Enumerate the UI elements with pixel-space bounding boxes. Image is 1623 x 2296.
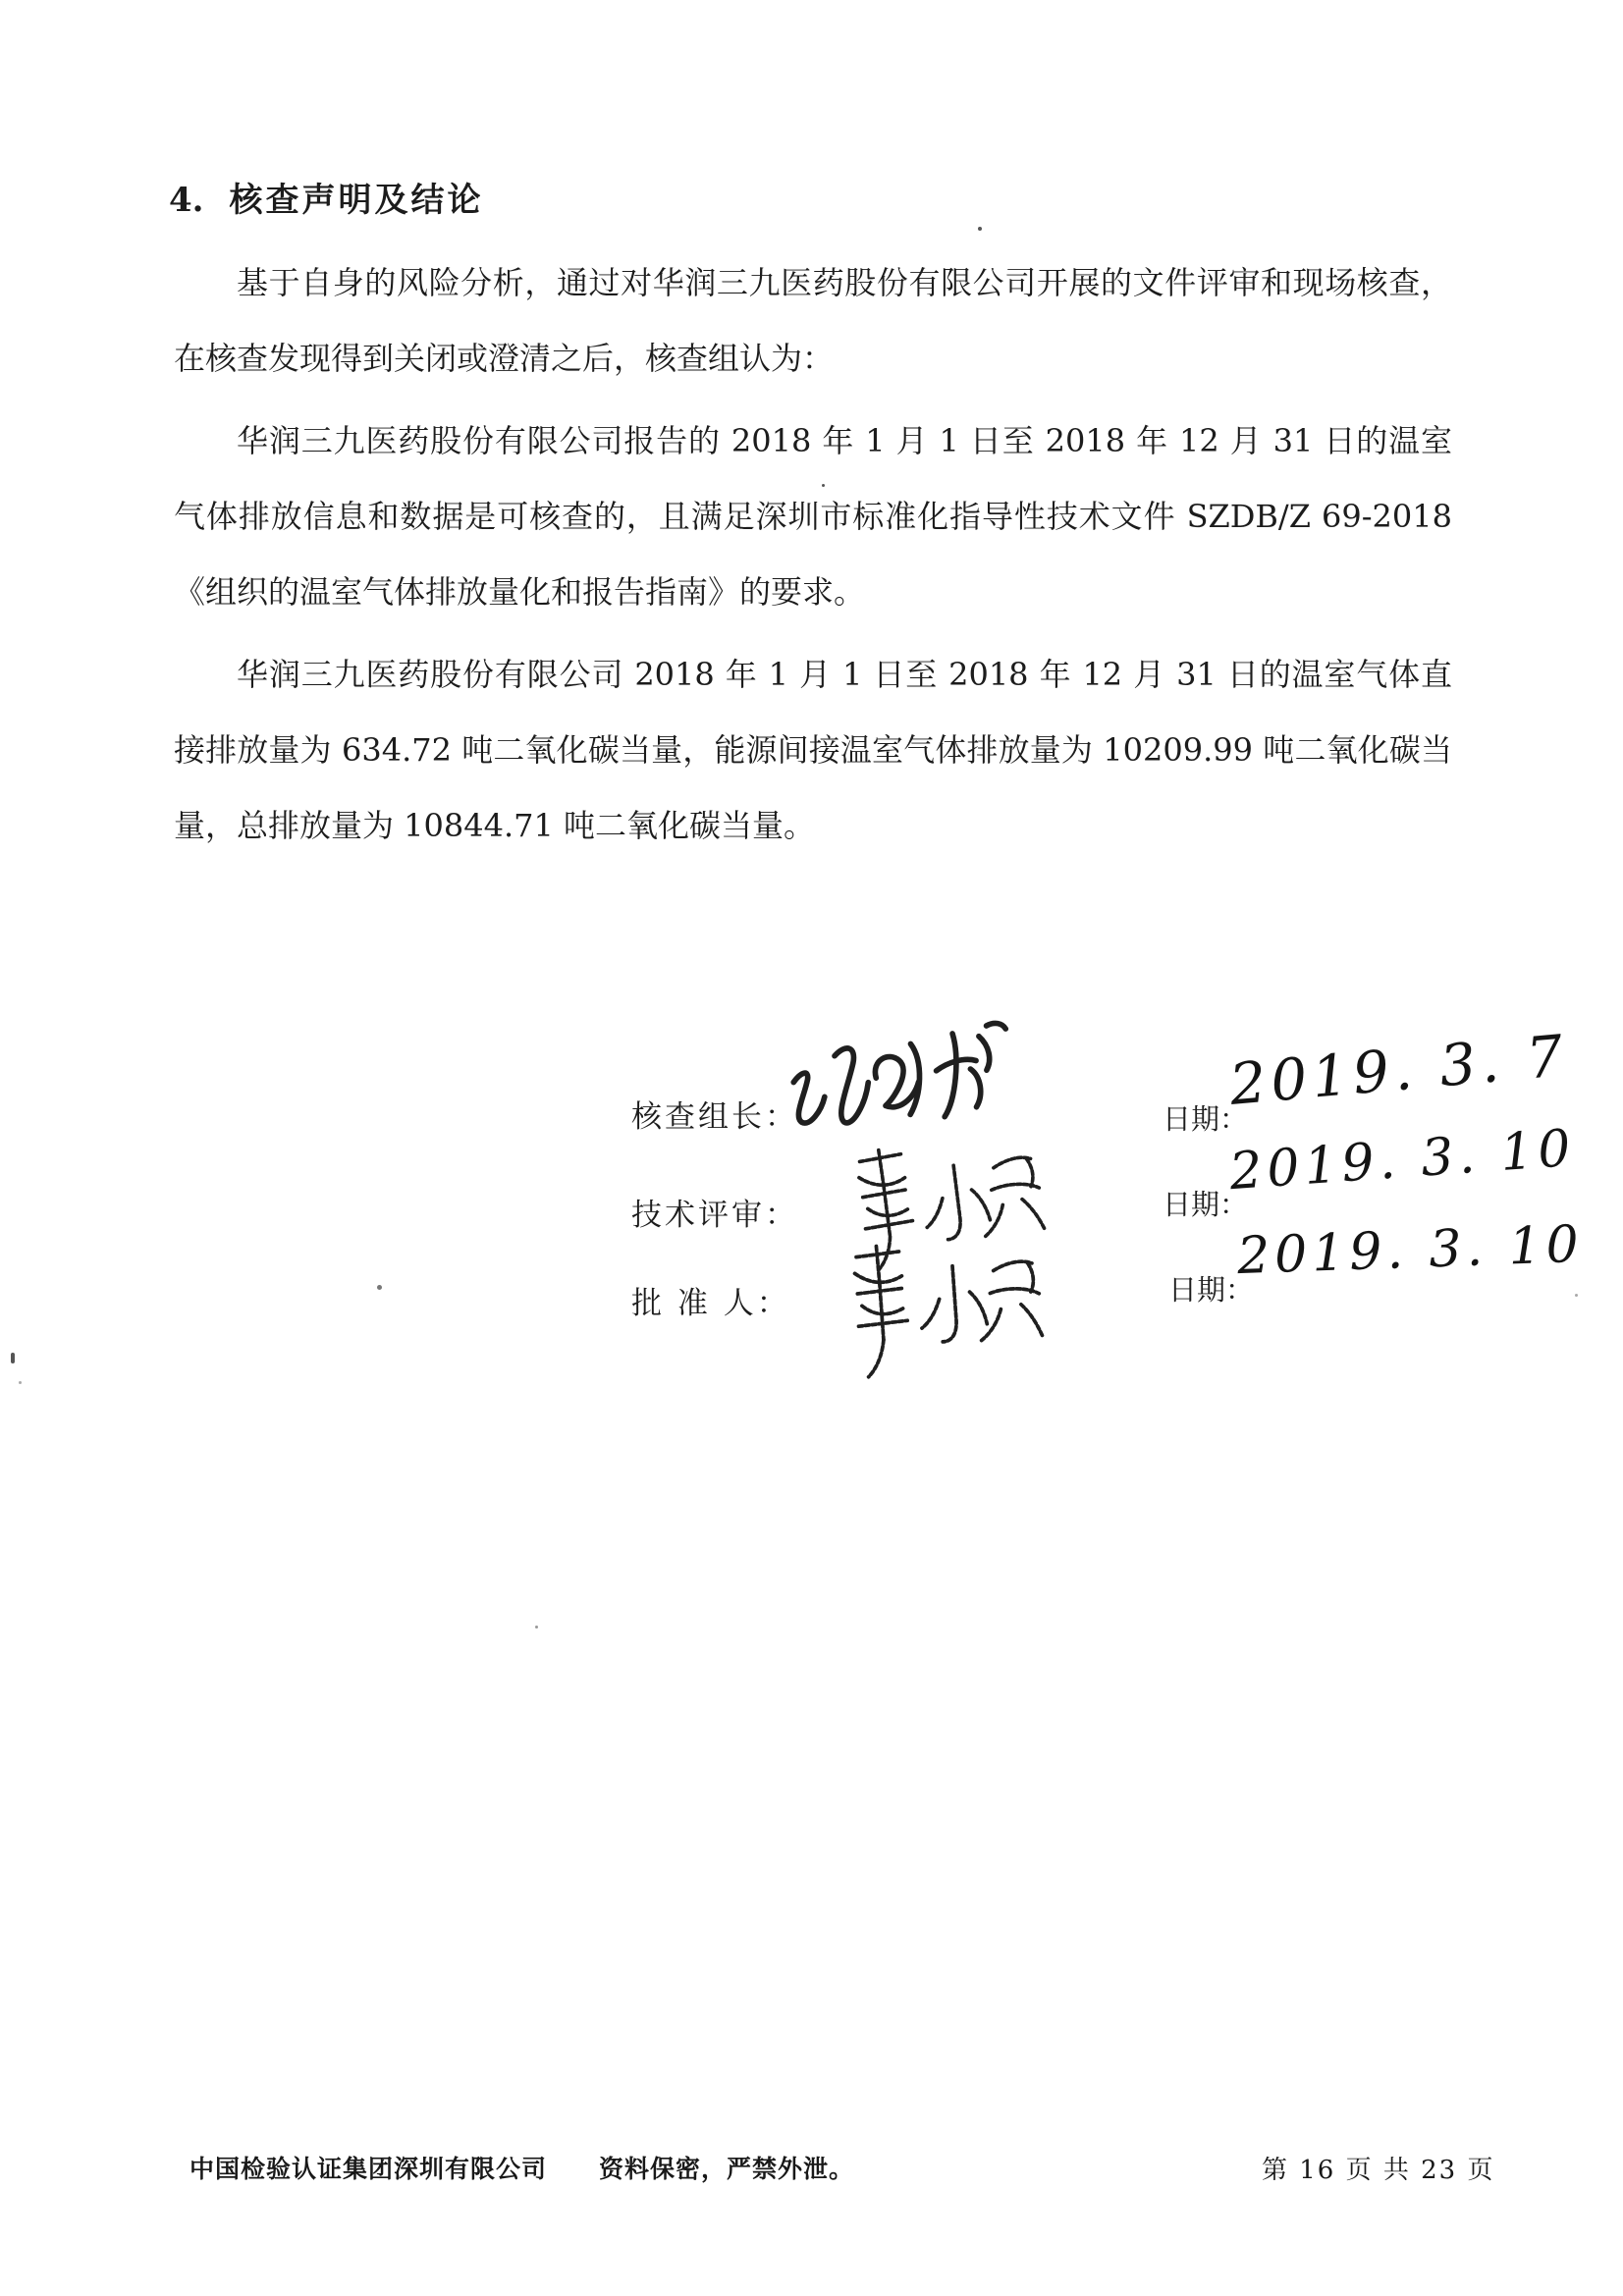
date-label-row3: 日期： — [1168, 1273, 1255, 1307]
paragraph-emission-totals: 华润三九医药股份有限公司 2018 年 1 月 1 日至 2018 年 12 月 31 日的温室气体直接排放量为 634.72 吨二氧化碳当量，能源间接温室气体排放量为 10209.99 吨二氧化碳当量，总排放量为 10844.71 吨二氧化碳当量。 — [174, 656, 1452, 844]
approver-signature-handwriting — [827, 1231, 1046, 1394]
scan-artifact-mark — [11, 1353, 15, 1363]
scan-artifact-dot — [978, 227, 982, 231]
handwritten-date-row3: 2019. 3. 10 — [1236, 1214, 1585, 1287]
scan-artifact-dot — [377, 1285, 382, 1290]
paragraph-verifiability-conclusion: 华润三九医药股份有限公司报告的 2018 年 1 月 1 日至 2018 年 12 月 31 日的温室气体排放信息和数据是可核查的，且满足深圳市标准化指导性技术文件 SZDB/Z 69-2018《组织的温室气体排放量化和报告指南》的要求。 — [174, 422, 1452, 611]
footer-company-name: 中国检验认证集团深圳有限公司 — [189, 2156, 548, 2183]
scan-artifact-dot — [822, 484, 825, 487]
paragraph-risk-analysis: 基于自身的风险分析，通过对华润三九医药股份有限公司开展的文件评审和现场核查，在核查发现得到关闭或澄清之后，核查组认为： — [174, 264, 1452, 377]
handwritten-date-row1: 2019. 3. 7 — [1226, 1022, 1571, 1118]
section-number: 4. — [169, 181, 204, 220]
footer-page-number: 第 16 页 共 23 页 — [1262, 2156, 1495, 2185]
handwritten-date-row2: 2019. 3. 10 — [1227, 1118, 1578, 1202]
scan-artifact-dot — [535, 1626, 538, 1629]
section-heading — [169, 173, 484, 221]
scan-artifact-dot — [19, 1381, 22, 1384]
scan-artifact-dot — [1575, 1294, 1578, 1297]
signature-role-team-leader: 核查组长： — [631, 1099, 798, 1135]
section-title: 核查声明及结论 — [229, 181, 484, 220]
date-label-row2: 日期： — [1163, 1188, 1249, 1221]
footer-confidentiality-notice: 资料保密，严禁外泄。 — [599, 2156, 855, 2183]
signature-role-technical-reviewer: 技术评审： — [631, 1198, 798, 1233]
team-leader-signature-handwriting — [781, 1007, 1019, 1152]
signature-role-approver: 批 准 人： — [631, 1286, 790, 1321]
body-text — [174, 245, 1452, 871]
date-label-row1: 日期： — [1163, 1102, 1249, 1136]
